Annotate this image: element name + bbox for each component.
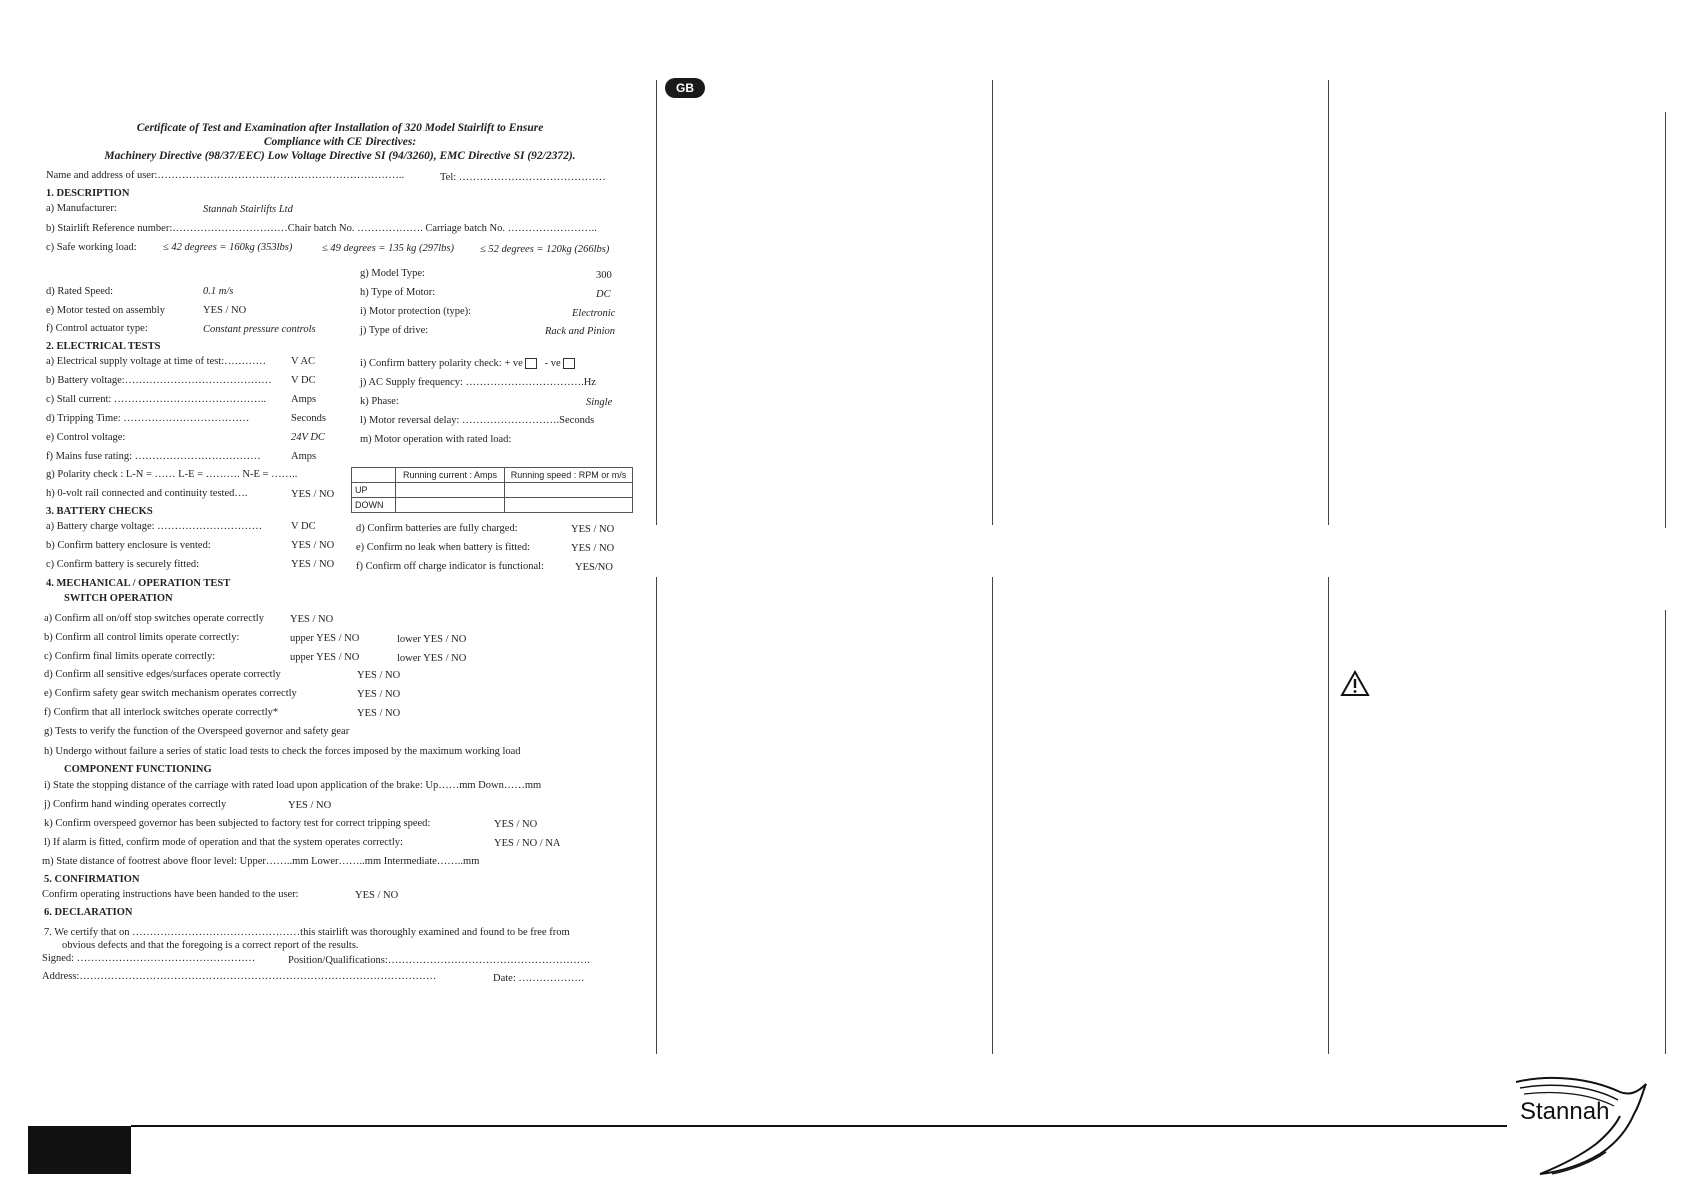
column-divider <box>992 80 993 525</box>
field-mains-fuse: f) Mains fuse rating: ……………………………… <box>46 451 261 462</box>
field-motor-operation: m) Motor operation with rated load: <box>360 434 512 445</box>
section-5-heading: 5. CONFIRMATION <box>44 874 140 885</box>
motor-protection-value: Electronic <box>572 308 616 319</box>
field-date: Date: ………………. <box>493 973 584 984</box>
rated-speed-value: 0.1 m/s <box>203 286 234 297</box>
safe-load-42: ≤ 42 degrees = 160kg (353lbs) <box>163 242 293 253</box>
safe-load-49: ≤ 49 degrees = 135 kg (297lbs) <box>322 243 455 254</box>
control-voltage-value: 24V DC <box>291 432 325 443</box>
table-row-up: UP <box>352 483 396 498</box>
battery-voltage-unit: V DC <box>291 375 316 386</box>
field-position-qualifications: Position/Qualifications:…………………………………………………. <box>288 955 590 966</box>
field-static-load: h) Undergo without failure a series of static load tests to check the forces imposed by the maximum working load <box>44 746 521 757</box>
field-instructions-handed: Confirm operating instructions have been handed to the user: <box>42 889 299 900</box>
manufacturer-value: Stannah Stairlifts Ltd <box>203 204 293 215</box>
warning-icon <box>1340 670 1370 697</box>
user-tel: Tel: …………………………………… <box>440 172 606 183</box>
polarity-negative-checkbox[interactable] <box>563 358 575 369</box>
field-polarity-check: g) Polarity check : L-N = …… L-E = ………. N-E = …….. <box>46 469 298 480</box>
charge-indicator-value: YES/NO <box>575 562 613 573</box>
drive-type-value: Rack and Pinion <box>545 326 615 337</box>
field-motor-tested: e) Motor tested on assembly <box>46 305 165 316</box>
field-zero-volt-rail: h) 0-volt rail connected and continuity tested…. <box>46 488 248 499</box>
field-supply-voltage: a) Electrical supply voltage at time of test:………… <box>46 356 267 367</box>
supply-voltage-unit: V AC <box>291 356 316 367</box>
field-address: Address:………………………………………………………………………………………… <box>42 971 437 982</box>
field-battery-charge: a) Battery charge voltage: ………………………… <box>46 521 263 532</box>
declaration-line1: 7. We certify that on …………………………………………this stairlift was thoroughly examined and found to be free from <box>44 927 570 938</box>
field-final-limits: c) Confirm final limits operate correctly: <box>44 651 216 662</box>
stannah-logo-text: Stannah <box>1520 1098 1610 1125</box>
table-row-down: DOWN <box>352 498 396 513</box>
column-divider <box>1665 610 1666 1054</box>
page-number-box <box>28 1126 131 1174</box>
field-phase: k) Phase: <box>360 396 399 407</box>
safety-gear-value: YES / NO <box>357 689 401 700</box>
field-stop-switches: a) Confirm all on/off stop switches operate correctly <box>44 613 264 624</box>
field-ac-frequency: j) AC Supply frequency: …………………………….Hz <box>360 377 596 388</box>
field-rated-speed: d) Rated Speed: <box>46 286 114 297</box>
table-cell[interactable] <box>396 498 505 513</box>
section-1-heading: 1. DESCRIPTION <box>46 188 130 199</box>
field-manufacturer: a) Manufacturer: <box>46 203 117 214</box>
field-motor-type: h) Type of Motor: <box>360 287 436 298</box>
certificate-title-line1: Certificate of Test and Examination after Installation of 320 Model Stairlift to Ensure <box>136 122 544 134</box>
stall-current-unit: Amps <box>291 394 317 405</box>
section-3-heading: 3. BATTERY CHECKS <box>46 506 153 517</box>
hand-winding-value: YES / NO <box>288 800 332 811</box>
column-divider <box>656 80 657 525</box>
tripping-time-unit: Seconds <box>291 413 326 424</box>
no-leak-value: YES / NO <box>571 543 615 554</box>
field-battery-voltage: b) Battery voltage:…………………………………… <box>46 375 272 386</box>
zero-volt-rail-value: YES / NO <box>291 489 335 500</box>
column-divider <box>992 577 993 1054</box>
field-battery-fitted: c) Confirm battery is securely fitted: <box>46 559 200 570</box>
field-model-type: g) Model Type: <box>360 268 425 279</box>
declaration-line2: obvious defects and that the foregoing is a correct report of the results. <box>62 940 359 951</box>
motor-type-value: DC <box>596 289 611 300</box>
field-motor-protection: i) Motor protection (type): <box>360 306 472 317</box>
alarm-value: YES / NO / NA <box>494 838 561 849</box>
control-limits-lower: lower YES / NO <box>397 634 467 645</box>
component-functioning-heading: COMPONENT FUNCTIONING <box>64 764 212 775</box>
final-limits-lower: lower YES / NO <box>397 653 467 664</box>
field-tripping-time: d) Tripping Time: ……………………………… <box>46 413 250 424</box>
column-divider <box>1328 80 1329 525</box>
field-charge-indicator: f) Confirm off charge indicator is functional: <box>356 561 544 572</box>
field-enclosure-vented: b) Confirm battery enclosure is vented: <box>46 540 211 551</box>
field-stopping-distance: i) State the stopping distance of the carriage with rated load upon application of the brake: Up……mm Down……mm <box>44 780 542 791</box>
field-safe-load: c) Safe working load: <box>46 242 137 253</box>
table-header-current: Running current : Amps <box>396 468 505 483</box>
field-interlock: f) Confirm that all interlock switches operate correctly* <box>44 707 279 718</box>
field-control-limits: b) Confirm all control limits operate correctly: <box>44 632 240 643</box>
field-alarm: l) If alarm is fitted, confirm mode of operation and that the system operates correctly: <box>44 837 403 848</box>
column-divider <box>1328 577 1329 1054</box>
section-2-heading: 2. ELECTRICAL TESTS <box>46 341 161 352</box>
phase-value: Single <box>586 397 613 408</box>
field-stall-current: c) Stall current: …………………………………….. <box>46 394 267 405</box>
polarity-positive-checkbox[interactable] <box>525 358 537 369</box>
section-6-heading: 6. DECLARATION <box>44 907 133 918</box>
table-cell[interactable] <box>505 483 633 498</box>
motor-tested-value: YES / NO <box>203 305 247 316</box>
field-overspeed-tests: g) Tests to verify the function of the Overspeed governor and safety gear <box>44 726 350 737</box>
user-name-address: Name and address of user:…………………………………………………………….. <box>46 170 405 181</box>
mains-fuse-unit: Amps <box>291 451 317 462</box>
sensitive-edges-value: YES / NO <box>357 670 401 681</box>
final-limits-upper: upper YES / NO <box>290 652 360 663</box>
battery-charge-unit: V DC <box>291 521 316 532</box>
table-cell[interactable] <box>396 483 505 498</box>
field-control-voltage: e) Control voltage: <box>46 432 126 443</box>
certificate-title-line3: Machinery Directive (98/37/EEC) Low Voltage Directive SI (94/3260), EMC Directive SI (92/2372). <box>104 150 576 162</box>
motor-operation-table <box>351 467 633 513</box>
interlock-value: YES / NO <box>357 708 401 719</box>
table-header-speed: Running speed : RPM or m/s <box>505 468 633 483</box>
certificate <box>40 115 640 995</box>
field-footrest-distance: m) State distance of footrest above floor level: Upper……..mm Lower……..mm Intermediate……..mm <box>42 856 480 867</box>
safe-load-52: ≤ 52 degrees = 120kg (266lbs) <box>480 244 610 255</box>
field-motor-reversal: l) Motor reversal delay: ……………………….Seconds <box>360 415 595 426</box>
footer-rule <box>131 1125 1507 1127</box>
field-batteries-charged: d) Confirm batteries are fully charged: <box>356 523 518 534</box>
field-control-actuator: f) Control actuator type: <box>46 323 148 334</box>
section-4-heading: 4. MECHANICAL / OPERATION TEST <box>46 578 231 589</box>
enclosure-vented-value: YES / NO <box>291 540 335 551</box>
control-limits-upper: upper YES / NO <box>290 633 360 644</box>
table-cell[interactable] <box>505 498 633 513</box>
switch-operation-heading: SWITCH OPERATION <box>64 593 173 604</box>
field-drive-type: j) Type of drive: <box>360 325 429 336</box>
column-divider <box>1665 112 1666 528</box>
battery-fitted-value: YES / NO <box>291 559 335 570</box>
stop-switches-value: YES / NO <box>290 614 334 625</box>
field-no-leak: e) Confirm no leak when battery is fitted: <box>356 542 531 553</box>
column-divider <box>656 577 657 1054</box>
field-overspeed-governor: k) Confirm overspeed governor has been subjected to factory test for correct tripping speed: <box>44 818 431 829</box>
control-actuator-value: Constant pressure controls <box>203 324 316 335</box>
field-hand-winding: j) Confirm hand winding operates correctly <box>44 799 227 810</box>
language-badge: GB <box>665 78 705 98</box>
instructions-handed-value: YES / NO <box>355 890 399 901</box>
field-battery-polarity: i) Confirm battery polarity check: + ve - ve <box>360 357 575 370</box>
certificate-title-line2: Compliance with CE Directives: <box>263 136 417 148</box>
field-signed: Signed: …………………………………………… <box>42 953 256 964</box>
field-reference-numbers: b) Stairlift Reference number:……………………………Chair batch No. ………………. Carriage batch No. …………………….. <box>46 223 597 234</box>
field-sensitive-edges: d) Confirm all sensitive edges/surfaces operate correctly <box>44 669 281 680</box>
model-type-value: 300 <box>596 270 612 281</box>
field-safety-gear: e) Confirm safety gear switch mechanism operates correctly <box>44 688 297 699</box>
batteries-charged-value: YES / NO <box>571 524 615 535</box>
overspeed-governor-value: YES / NO <box>494 819 538 830</box>
